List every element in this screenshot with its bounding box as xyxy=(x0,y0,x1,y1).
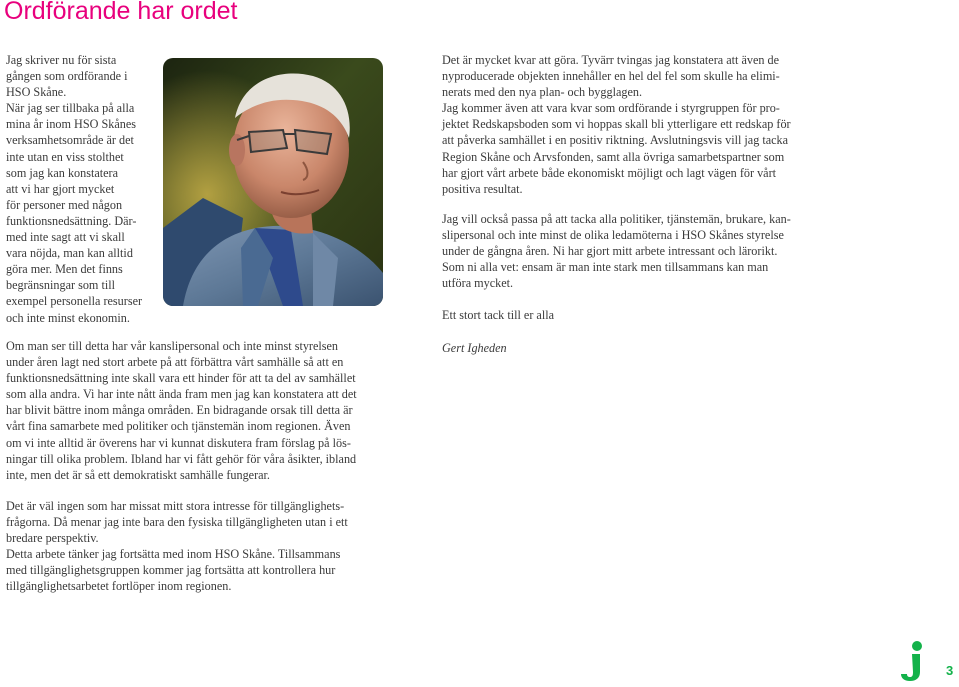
body-paragraph-thanks: Jag vill också passa på att tacka alla politiker, tjänstemän, brukare, kan- slipersonal och inte minst de olika ledamöterna i HSO Skånes styrelse under de gångna åren. Ni har gjort mitt arbete intressant och lärorikt. Som ni alla vet: ensam är man inte stark men tillsammans kan man utföra mycket. xyxy=(442,212,791,291)
body-paragraph-remaining-work: Det är mycket kvar att göra. Tyvärr tvingas jag konstatera att även de nyproducerade objekten innehåller en hel del fel som skulle ha elimi- nerats med den nya plan- och bygglagen. Jag kommer även att vara kvar som ordförande i styrgruppen för pro- jektet Redskapsboden som vi hoppas skall bli ytterligare ett redskap för att påverka samhället i en positiv riktning. Avslutningsvis vill jag tacka Region Skåne och Arvsfonden, samt alla övriga samarbetspartner som har gjort vårt arbete både ekonomiskt möjligt och lagt vägen för vårt positiva resultat. xyxy=(442,53,791,196)
page-number: 3 xyxy=(946,663,954,678)
body-paragraph-accessibility: Det är väl ingen som har missat mitt stora intresse för tillgänglighets- frågorna. Då menar jag inte bara den fysiska tillgängligheten utan i ett bredare perspektiv. Detta arbete tänker jag fortsätta med inom HSO Skåne. Tillsammans med tillgänglighetsgruppen kommer jag fortsätta att kontrollera hur tillgänglighetsarbetet fortlöper inom regionen. xyxy=(6,499,348,594)
chairman-portrait-photo xyxy=(163,58,383,306)
body-paragraph-cooperation: Om man ser till detta har vår kanslipersonal och inte minst styrelsen under åren lagt ned stort arbete på att förbättra vårt samhälle så att en funktionsnedsättning inte skall vara ett hinder för att ta del av samhället som alla andra. Vi har inte nått ända fram men jag kan konstatera att det har blivit bättre inom många områden. En bidragande orsak till detta är vårt fina samarbete med politiker och tjänstemän inom regionen. Även om vi inte alltid är överens har vi kunnat diskutera fram förslag på lös- ningar till olika problem. Ibland har vi fått gehör för våra åsikter, ibland inte, men det är så ett demokratiskt samhälle fungerar. xyxy=(6,339,357,482)
page-title: Ordförande har ordet xyxy=(4,0,238,25)
intro-paragraph: Jag skriver nu för sista gången som ordförande i HSO Skåne. När jag ser tillbaka på alla mina år inom HSO Skånes verksamhetsområde är det inte utan en viss stolthet som jag kan konstatera att vi har gjort mycket för personer med någon funktionsnedsättning. Där- med inte sagt att vi skall vara nöjda, man kan alltid göra mer. Men det finns begränsningar som till exempel personella resurser och inte minst ekonomin. xyxy=(6,53,143,325)
hso-logo-icon xyxy=(898,640,926,682)
closing-line: Ett stort tack till er alla xyxy=(442,308,555,322)
signature: Gert Igheden xyxy=(442,341,507,355)
